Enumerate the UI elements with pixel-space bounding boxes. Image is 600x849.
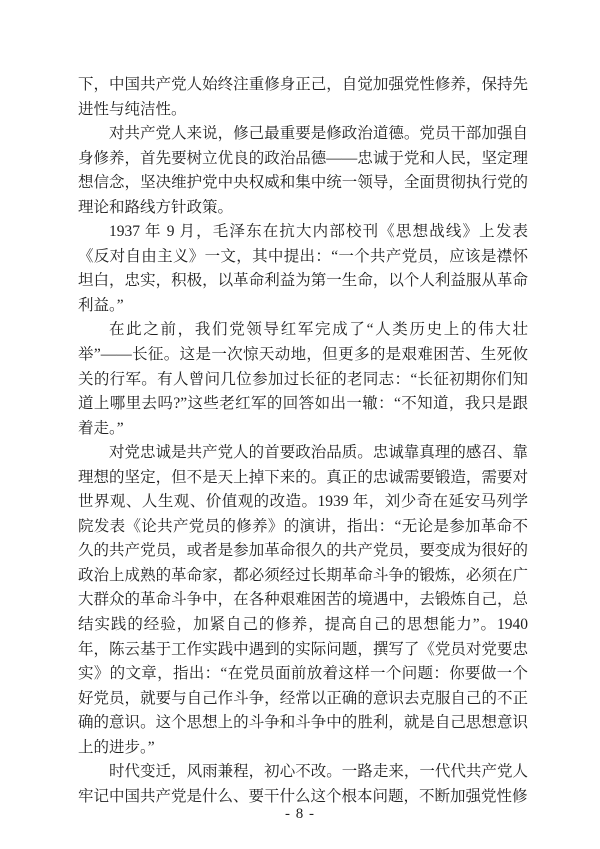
document-body xyxy=(78,73,528,809)
paragraph-continuation: 下，中国共产党人始终注重修身正己，自觉加强党性修养，保持先进性与纯洁性。 xyxy=(78,76,528,118)
paragraph: 对共产党人来说，修己最重要是修政治道德。党员干部加强自身修养，首先要树立优良的政治品德——忠诚于党和人民，坚定理想信念，坚决维护党中央权威和集中统一领导，全面贯彻执行党的理论和路线方针政策。 xyxy=(78,125,528,216)
paragraph: 1937 年 9 月，毛泽东在抗大内部校刊《思想战线》上发表《反对自由主义》一文，其中提出：“一个共产党员，应该是襟怀坦白，忠实，积极，以革命利益为第一生命，以个人利益服从革命利益。” xyxy=(78,223,528,314)
paragraph: 时代变迁，风雨兼程，初心不改。一路走来，一代代共产党人牢记中国共产党是什么、要干什么这个根本问题，不断加强党性修 xyxy=(78,763,528,805)
paragraph: 在此之前，我们党领导红军完成了“人类历史上的伟大壮举”——长征。这是一次惊天动地，但更多的是艰难困苦、生死攸关的行军。有人曾问几位参加过长征的老同志：“长征初期你们知道上哪里去吗?”这些老红军的回答如出一辙：“不知道，我只是跟着走。” xyxy=(78,321,528,437)
page-number: - 8 - xyxy=(285,806,315,822)
paragraph: 对党忠诚是共产党人的首要政治品质。忠诚靠真理的感召、靠理想的坚定，但不是天上掉下来的。真正的忠诚需要锻造，需要对世界观、人生观、价值观的改造。1939 年，刘少奇在延安马列学院发表《论共产党员的修养》的演讲，指出：“无论是参加革命不久的共产党员，或者是参加革命很久的共产党员，要变成为很好的政治上成熟的革命家，都必须经过长期革命斗争的锻炼，必须在广大群众的革命斗争中，在各种艰难困苦的境遇中，去锻炼自己，总结实践的经验，加紧自己的修养，提高自己的思想能力”。1940 年，陈云基于工作实践中遇到的实际问题，撰写了《党员对党要忠实》的文章，指出：“在党员面前放着这样一个问题：你要做一个好党员，就要与自己作斗争，经常以正确的意识去克服自己的不正确的意识。这个思想上的斗争和斗争中的胜利，就是自己思想意识上的进步。” xyxy=(78,444,528,756)
